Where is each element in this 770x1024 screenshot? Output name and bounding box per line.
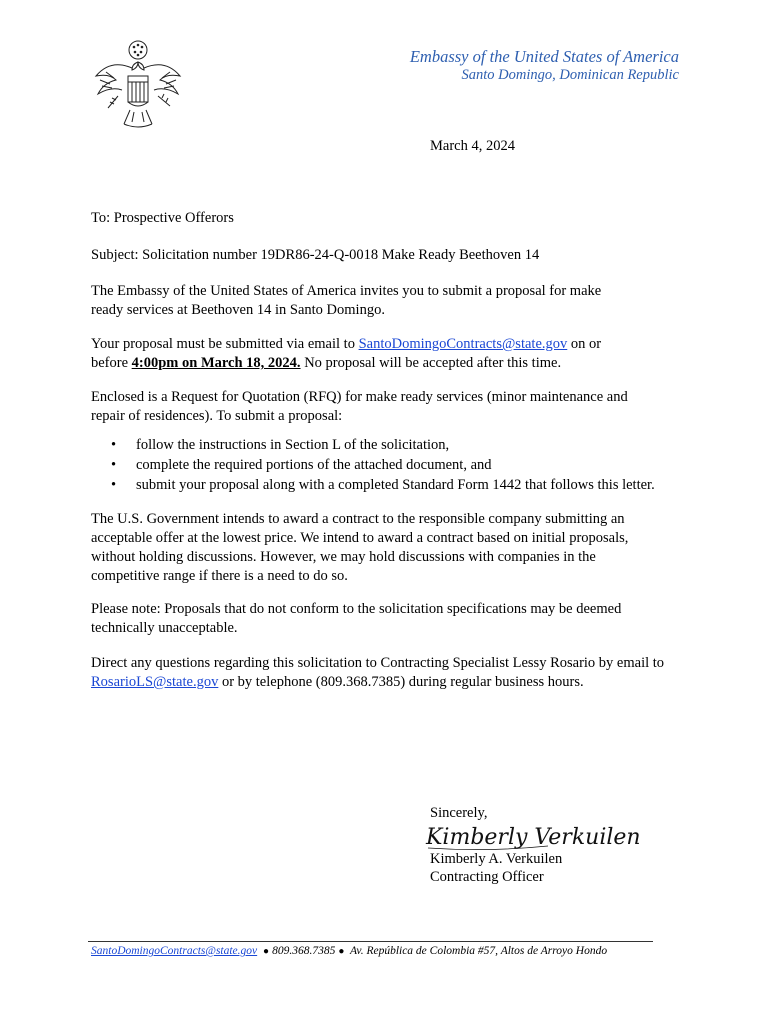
- letter-date: March 4, 2024: [430, 138, 515, 154]
- submission-deadline: 4:00pm on March 18, 2024.: [131, 355, 301, 371]
- signer-name: Kimberly A. Verkuilen: [430, 851, 563, 867]
- enclosed-paragraph: Enclosed is a Request for Quotation (RFQ) for make ready services (minor maintenance and repair of residences). To submit a proposal:: [91, 389, 628, 424]
- footer-divider: [88, 941, 653, 942]
- questions-prefix: Direct any questions regarding this solicitation to Contracting Specialist Lessy Rosario by email to: [91, 655, 665, 671]
- footer-email-link[interactable]: SantoDomingoContracts@state.gov: [91, 945, 258, 957]
- closing-salutation: Sincerely,: [430, 805, 488, 821]
- footer-phone: 809.368.7385: [272, 945, 336, 957]
- letterhead-subtitle: Santo Domingo, Dominican Republic: [461, 67, 679, 83]
- questions-suffix: or by telephone (809.368.7385) during regular business hours.: [218, 674, 584, 690]
- signer-title: Contracting Officer: [430, 869, 544, 885]
- note-paragraph: Please note: Proposals that do not conform to the solicitation specifications may be deemed technically unacceptable.: [91, 601, 622, 636]
- award-paragraph: The U.S. Government intends to award a contract to the responsible company submitting an acceptable offer at the lowest price. We intend to award a contract based on initial proposals, without holding discussions. However, we may hold discussions with companies in the competitive range if there is a need to do so.: [91, 511, 629, 584]
- submission-suffix: No proposal will be accepted after this time.: [300, 355, 562, 371]
- list-item: [91, 475, 655, 495]
- list-item-text: complete the required portions of the attached document, and: [136, 457, 492, 473]
- bullet-icon: •: [111, 437, 117, 453]
- intro-paragraph: The Embassy of the United States of America invites you to submit a proposal for make ready services at Beethoven 14 in Santo Domingo.: [91, 283, 602, 318]
- great-seal-icon: [88, 36, 188, 136]
- rosario-email-link[interactable]: RosarioLS@state.gov: [91, 674, 219, 690]
- signature-text: Kimberly Verkuilen: [426, 825, 641, 850]
- list-item-text: follow the instructions in Section L of the solicitation,: [136, 437, 450, 453]
- letterhead-title: Embassy of the United States of America: [409, 47, 679, 66]
- bullet-icon: ●: [263, 946, 270, 957]
- submission-paragraph: [91, 335, 636, 373]
- to-line: To: Prospective Offerors: [91, 210, 234, 226]
- letter-footer: [91, 945, 607, 957]
- bullet-icon: •: [111, 457, 117, 473]
- list-item: [91, 435, 655, 455]
- submission-prefix: Your proposal must be submitted via email to: [91, 336, 359, 352]
- footer-address: Av. República de Colombia #57, Altos de Arroyo Hondo: [350, 945, 608, 957]
- bullet-icon: •: [111, 477, 117, 493]
- contracts-email-link[interactable]: SantoDomingoContracts@state.gov: [358, 336, 568, 352]
- list-item: [91, 455, 655, 475]
- bullet-icon: ●: [338, 946, 345, 957]
- submission-middle: on or before: [91, 336, 602, 371]
- instruction-list: [91, 435, 655, 495]
- questions-paragraph: [91, 654, 681, 692]
- subject-line: Subject: Solicitation number 19DR86-24-Q-0018 Make Ready Beethoven 14: [91, 247, 540, 263]
- list-item-text: submit your proposal along with a completed Standard Form 1442 that follows this letter.: [136, 477, 655, 493]
